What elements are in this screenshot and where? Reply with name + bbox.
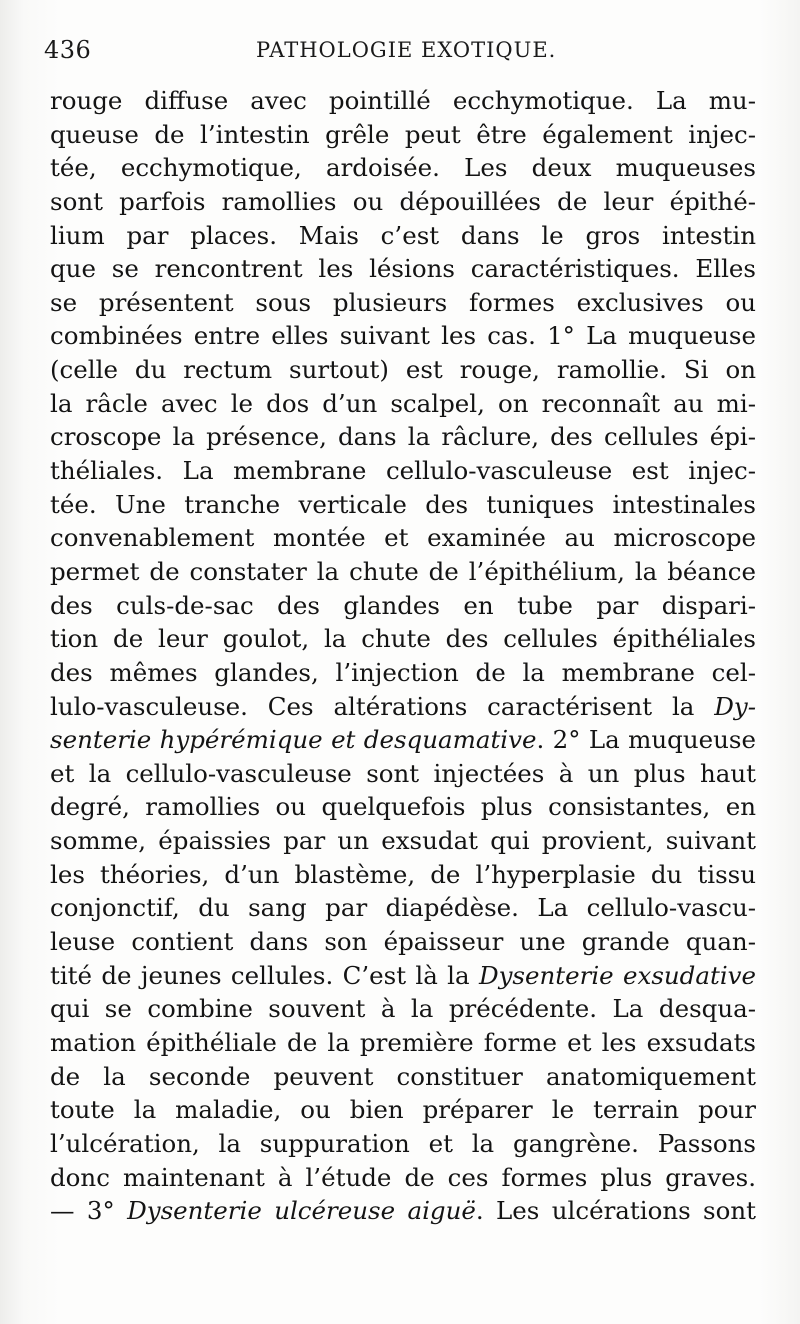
text-line: [50, 992, 756, 1026]
text-line: [50, 387, 756, 421]
text-segment: sont parfois ramollies ou dépouillées de leur épithé-: [50, 186, 756, 216]
italic-text-segment: Dysenterie ulcéreuse aiguë: [127, 1196, 476, 1226]
text-line: [50, 1026, 756, 1060]
running-title: PATHOLOGIE EXOTIQUE.: [256, 38, 557, 62]
text-segment: somme, épaissies par un exsudat qui provient, suivant: [50, 826, 756, 856]
text-line: [50, 555, 756, 589]
text-segment: croscope la présence, dans la râclure, des cellules épi-: [50, 422, 756, 452]
text-segment: des mêmes glandes, l’injection de la membrane cel-: [50, 657, 756, 687]
text-line: [50, 1194, 756, 1228]
text-segment: des culs-de-sac des glandes en tube par dispari-: [50, 590, 756, 620]
text-segment: tion de leur goulot, la chute des cellules épithéliales: [50, 624, 756, 654]
text-line: [50, 1161, 756, 1195]
text-line: [50, 488, 756, 522]
text-segment: permet de constater la chute de l’épithélium, la béance: [50, 556, 756, 586]
text-segment: lium par places. Mais c’est dans le gros intestin: [50, 220, 756, 250]
text-line: [50, 891, 756, 925]
text-segment: que se rencontrent les lésions caractéristiques. Elles: [50, 254, 756, 284]
text-segment: donc maintenant à l’étude de ces formes plus graves.: [50, 1162, 756, 1192]
text-segment: (celle du rectum surtout) est rouge, ramollie. Si on: [50, 355, 756, 385]
text-line: [50, 757, 756, 791]
text-line: [50, 1127, 756, 1161]
text-line: [50, 723, 756, 757]
text-line: [50, 118, 756, 152]
text-segment: la râcle avec le dos d’un scalpel, on reconnaît au mi-: [50, 388, 756, 418]
text-segment: l’ulcération, la suppuration et la gangrène. Passons: [50, 1128, 756, 1158]
text-segment: tité de jeunes cellules. C’est là la: [50, 960, 479, 990]
text-line: [50, 151, 756, 185]
text-line: [50, 1093, 756, 1127]
text-line: [50, 790, 756, 824]
text-line: [50, 420, 756, 454]
text-segment: combinées entre elles suivant les cas. 1° La muqueuse: [50, 321, 756, 351]
text-line: [50, 925, 756, 959]
text-line: [50, 319, 756, 353]
text-line: [50, 353, 756, 387]
text-line: [50, 824, 756, 858]
text-segment: et la cellulo-vasculeuse sont injectées à un plus haut: [50, 758, 756, 788]
text-segment: conjonctif, du sang par diapédèse. La cellulo-vascu-: [50, 893, 756, 923]
text-segment: toute la maladie, ou bien préparer le terrain pour: [50, 1095, 756, 1125]
page-number: 436: [44, 36, 92, 64]
text-segment: lulo-vasculeuse. Ces altérations caractérisent la: [50, 691, 715, 721]
text-segment: tée. Une tranche verticale des tuniques intestinales: [50, 489, 756, 519]
text-segment: degré, ramollies ou quelquefois plus consistantes, en: [50, 792, 756, 822]
text-line: [50, 185, 756, 219]
text-line: [50, 454, 756, 488]
body-text: [50, 84, 756, 1228]
text-line: [50, 286, 756, 320]
italic-text-segment: Dy-: [714, 691, 756, 721]
text-line: [50, 858, 756, 892]
text-line: [50, 1060, 756, 1094]
text-segment: théliales. La membrane cellulo-vasculeuse est injec-: [50, 456, 756, 486]
text-segment: de la seconde peuvent constituer anatomiquement: [50, 1061, 756, 1091]
text-segment: tée, ecchymotique, ardoisée. Les deux muqueuses: [50, 153, 756, 183]
text-segment: queuse de l’intestin grêle peut être également injec-: [50, 119, 756, 149]
text-segment: qui se combine souvent à la précédente. La desqua-: [50, 994, 756, 1024]
text-line: [50, 690, 756, 724]
text-line: [50, 219, 756, 253]
text-line: [50, 656, 756, 690]
italic-text-segment: Dysenterie exsudative: [478, 960, 756, 990]
running-head: [44, 34, 764, 68]
text-line: [50, 252, 756, 286]
text-segment: . 2° La muqueuse: [536, 725, 756, 755]
text-line: [50, 84, 756, 118]
text-line: [50, 521, 756, 555]
text-segment: se présentent sous plusieurs formes exclusives ou: [50, 287, 756, 317]
text-segment: . Les ulcérations sont: [475, 1196, 756, 1226]
italic-text-segment: senterie hypérémique et desquamative: [50, 725, 537, 755]
text-segment: convenablement montée et examinée au microscope: [50, 523, 756, 553]
text-segment: mation épithéliale de la première forme et les exsudats: [50, 1027, 756, 1057]
text-line: [50, 622, 756, 656]
text-segment: leuse contient dans son épaisseur une grande quan-: [50, 927, 756, 957]
text-line: [50, 589, 756, 623]
text-segment: — 3°: [50, 1196, 128, 1226]
text-segment: rouge diffuse avec pointillé ecchymotique. La mu-: [50, 86, 756, 115]
text-line: [50, 959, 756, 993]
text-segment: les théories, d’un blastème, de l’hyperplasie du tissu: [50, 859, 756, 889]
